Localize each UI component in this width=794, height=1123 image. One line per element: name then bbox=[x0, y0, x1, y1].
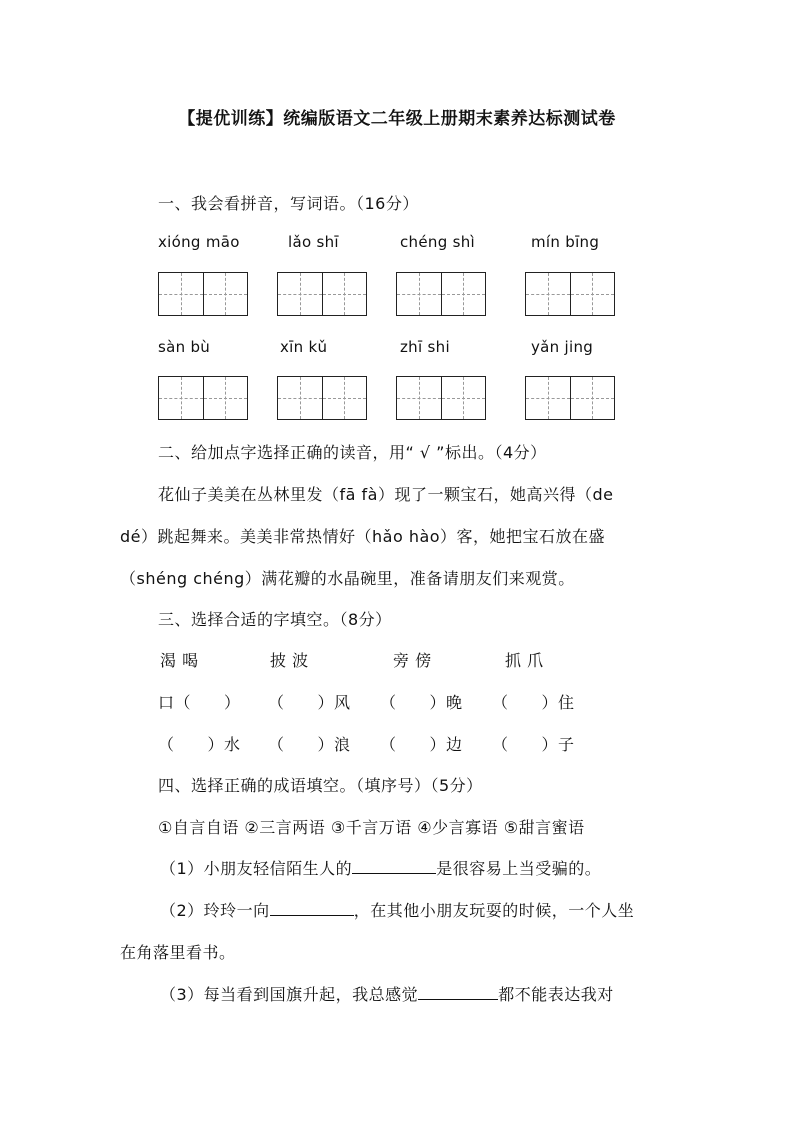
idiom-options: ①自言自语 ②三言两语 ③千言万语 ④少言寡语 ⑤甜言蜜语 bbox=[158, 818, 585, 837]
fill-blank-3[interactable]: （ ）晚 bbox=[380, 693, 463, 712]
pinyin-4: mín bīng bbox=[531, 233, 600, 251]
fill-blank-5[interactable]: （ ）水 bbox=[158, 735, 241, 754]
char-pair-4: 抓 爪 bbox=[505, 651, 544, 670]
page-title: 【提优训练】统编版语文二年级上册期末素养达标测试卷 bbox=[178, 109, 616, 129]
pinyin-6: xīn kǔ bbox=[280, 338, 328, 356]
pinyin-3: chéng shì bbox=[400, 233, 475, 251]
question-2 bbox=[160, 898, 634, 921]
writing-grid[interactable] bbox=[277, 376, 367, 420]
fill-blank-8[interactable]: （ ）子 bbox=[492, 735, 575, 754]
passage-line-2: dé）跳起舞来。美美非常热情好（hǎo hào）客，她把宝石放在盛 bbox=[120, 527, 606, 546]
passage-line-1: 花仙子美美在丛林里发（fā fà）现了一颗宝石，她高兴得（de bbox=[158, 485, 614, 504]
question-1-suffix: 是很容易上当受骗的。 bbox=[436, 859, 602, 878]
pinyin-5: sàn bù bbox=[158, 338, 211, 356]
question-1-prefix: （1）小朋友轻信陌生人的 bbox=[160, 859, 353, 878]
writing-grid[interactable] bbox=[396, 272, 486, 316]
writing-grid[interactable] bbox=[158, 376, 248, 420]
char-pair-2: 披 波 bbox=[270, 651, 309, 670]
answer-blank[interactable] bbox=[352, 857, 436, 874]
char-pair-3: 旁 傍 bbox=[393, 651, 432, 670]
fill-blank-6[interactable]: （ ）浪 bbox=[268, 735, 351, 754]
passage-line-3: （shéng chéng）满花瓣的水晶碗里，准备请朋友们来观赏。 bbox=[120, 569, 575, 588]
section-2-heading: 二、给加点字选择正确的读音，用“ √ ”标出。（4分） bbox=[158, 443, 547, 462]
pinyin-1: xióng māo bbox=[158, 233, 240, 251]
pinyin-8: yǎn jing bbox=[531, 338, 594, 356]
pinyin-7: zhī shi bbox=[400, 338, 450, 356]
writing-grid[interactable] bbox=[525, 376, 615, 420]
writing-grid[interactable] bbox=[277, 272, 367, 316]
pinyin-2: lǎo shī bbox=[288, 233, 339, 251]
question-2-prefix: （2）玲玲一向 bbox=[160, 901, 270, 920]
char-pair-1: 渴 喝 bbox=[160, 651, 199, 670]
question-2-continued: 在角落里看书。 bbox=[120, 943, 236, 962]
fill-blank-4[interactable]: （ ）住 bbox=[492, 693, 575, 712]
fill-blank-7[interactable]: （ ）边 bbox=[380, 735, 463, 754]
writing-grid[interactable] bbox=[396, 376, 486, 420]
answer-blank[interactable] bbox=[418, 983, 498, 1000]
question-1 bbox=[160, 856, 601, 879]
fill-blank-1[interactable]: 口（ ） bbox=[158, 693, 241, 712]
question-3-prefix: （3）每当看到国旗升起，我总感觉 bbox=[160, 985, 419, 1004]
fill-blank-2[interactable]: （ ）风 bbox=[268, 693, 351, 712]
section-1-heading: 一、我会看拼音，写词语。（16分） bbox=[158, 194, 419, 213]
question-3 bbox=[160, 982, 614, 1005]
answer-blank[interactable] bbox=[270, 899, 354, 916]
question-3-suffix: 都不能表达我对 bbox=[498, 985, 614, 1004]
writing-grid[interactable] bbox=[525, 272, 615, 316]
section-4-heading: 四、选择正确的成语填空。（填序号）（5分） bbox=[158, 776, 483, 795]
writing-grid[interactable] bbox=[158, 272, 248, 316]
section-3-heading: 三、选择合适的字填空。（8分） bbox=[158, 610, 392, 629]
question-2-suffix: ，在其他小朋友玩耍的时候，一个人坐 bbox=[353, 901, 635, 920]
